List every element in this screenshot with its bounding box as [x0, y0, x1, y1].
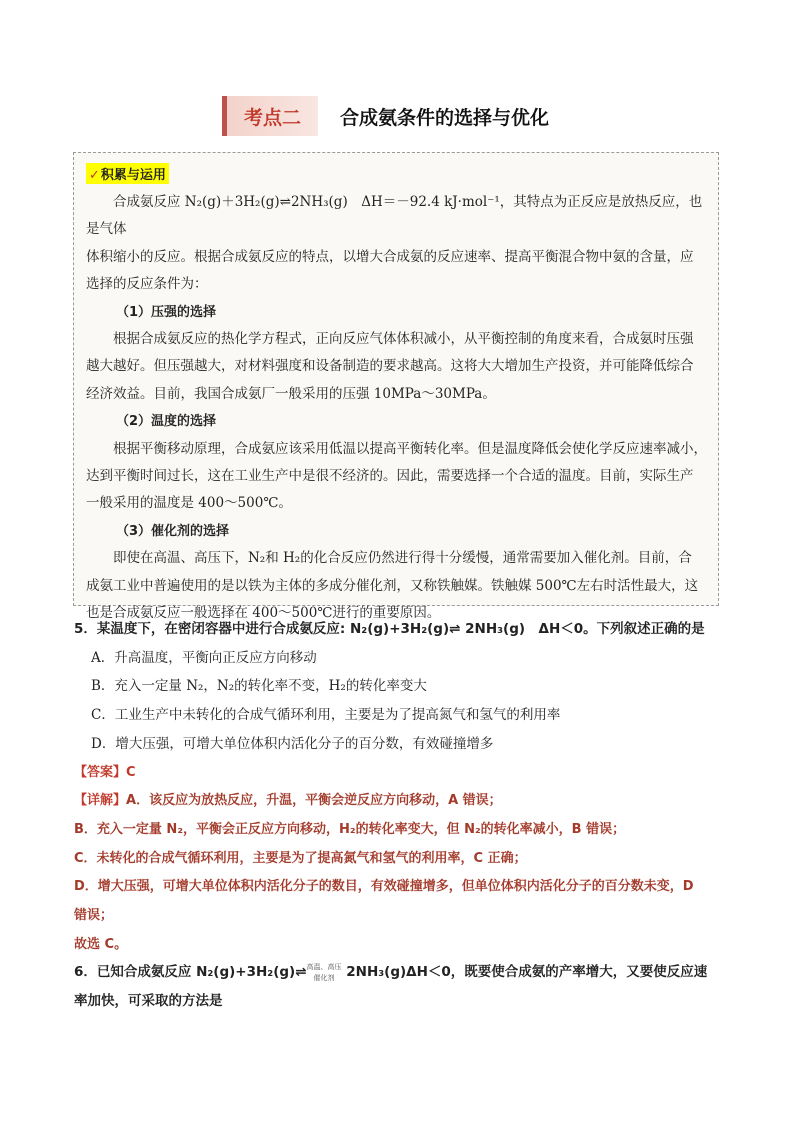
temperature-line-2: 达到平衡时间过长，这在工业生产中是很不经济的。因此，需要选择一个合适的温度。目前，实际生产 — [86, 468, 694, 485]
intro-line-3: 选择的反应条件为： — [86, 276, 208, 293]
question-5-stem: 5．某温度下，在密闭容器中进行合成氨反应: N₂(g)+3H₂(g)⇌ 2NH₃(g) ΔH＜0。下列叙述正确的是 — [74, 621, 705, 637]
condition-top: 高温、高压 — [306, 963, 342, 971]
arrow-icon: ✓ — [89, 168, 100, 183]
question-5-explanation-b: B．充入一定量 N₂，平衡会正反应方向移动，H₂的转化率变大，但 N₂的转化率减小，B 错误； — [74, 821, 626, 837]
section-header — [222, 96, 549, 136]
question-5-option-d[interactable]: D．增大压强，可增大单位体积内活化分子的百分数，有效碰撞增多 — [91, 735, 494, 752]
pressure-line-3: 经济效益。目前，我国合成氨厂一般采用的压强 10MPa～30MPa。 — [86, 385, 496, 402]
question-5-explanation-c: C．未转化的合成气循环利用，主要是为了提高氮气和氢气的利用率，C 正确； — [74, 850, 527, 866]
intro-line-2: 体积缩小的反应。根据合成氨反应的特点，以增大合成氨的反应速率、提高平衡混合物中氨的含量，应 — [86, 248, 694, 265]
catalyst-line-3: 也是合成氨反应一般选择在 400～500℃进行的重要原因。 — [86, 605, 441, 622]
question-6-stem-a: 6．已知合成氨反应 N₂(g)+3H₂(g)⇌ — [74, 964, 307, 980]
question-5-option-a[interactable]: A．升高温度，平衡向正反应方向移动 — [91, 649, 317, 666]
temperature-heading: （2）温度的选择 — [116, 414, 217, 430]
question-6-stem-line-1 — [74, 958, 724, 987]
condition-bottom: 催化剂 — [313, 974, 335, 982]
section-title: 合成氨条件的选择与优化 — [340, 106, 550, 129]
question-5-answer — [74, 759, 724, 788]
question-6 — [74, 958, 724, 1015]
question-5-explanation-d-cont: 错误； — [74, 908, 114, 924]
catalyst-heading: （3）催化剂的选择 — [116, 523, 230, 539]
reaction-conditions — [307, 961, 342, 983]
pressure-line-1: 根据合成氨反应的热化学方程式，正向反应气体体积减小，从平衡控制的角度来看，合成氨时压强 — [113, 331, 694, 348]
question-5-conclusion: 故选 C。 — [74, 936, 128, 952]
question-5-option-b[interactable]: B．充入一定量 N₂，N₂的转化率不变，H₂的转化率变大 — [91, 678, 427, 695]
answer-tag: 【答案】 — [74, 764, 127, 780]
question-5-option-c[interactable]: C．工业生产中未转化的合成气循环利用，主要是为了提高氮气和氢气的利用率 — [91, 707, 561, 724]
temperature-line-3: 一般采用的温度是 400～500℃。 — [86, 495, 292, 512]
question-5 — [74, 615, 724, 959]
catalyst-line-1: 即使在高温、高压下，N₂和 H₂的化合反应仍然进行得十分缓慢，通常需要加入催化剂。目前，合 — [113, 550, 692, 567]
question-5-explanation-1 — [74, 787, 724, 816]
catalyst-line-2: 成氨工业中普遍使用的是以铁为主体的多成分催化剂，又称铁触媒。铁触媒 500℃左右时活性最大，这 — [86, 577, 699, 594]
knowledge-box — [73, 152, 719, 622]
pressure-line-2: 越大越好。但压强越大，对材料强度和设备制造的要求越高。这将大大增加生产投资，并可能降低综合 — [86, 358, 694, 375]
question-6-stem-line-2: 率加快，可采取的方法是 — [74, 992, 223, 1009]
box-label-text: 积累与运用 — [100, 168, 166, 183]
pressure-heading: （1）压强的选择 — [116, 304, 217, 320]
box-body — [86, 189, 710, 628]
explanation-tag: 【详解】 — [74, 793, 127, 809]
answer-value: C — [126, 764, 136, 780]
question-6-stem-b: 2NH₃(g)ΔH＜0，既要使合成氨的产率增大，又要使反应速 — [346, 964, 708, 980]
question-5-explanation-d: D．增大压强，可增大单位体积内活化分子的数目，有效碰撞增多，但单位体积内活化分子的百分数未变，D — [74, 879, 694, 895]
box-label — [86, 163, 169, 184]
temperature-line-1: 根据平衡移动原理，合成氨应该采用低温以提高平衡转化率。但是温度降低会使化学反应速率减小， — [113, 440, 707, 457]
section-tag: 考点二 — [222, 96, 318, 136]
explanation-a: A．该反应为放热反应，升温，平衡会逆反应方向移动，A 错误； — [126, 793, 502, 809]
intro-line-1: 合成氨反应 N₂(g)＋3H₂(g)⇌2NH₃(g) ΔH＝－92.4 kJ·mol⁻¹，其特点为正反应是放热反应，也是气体 — [86, 194, 703, 238]
